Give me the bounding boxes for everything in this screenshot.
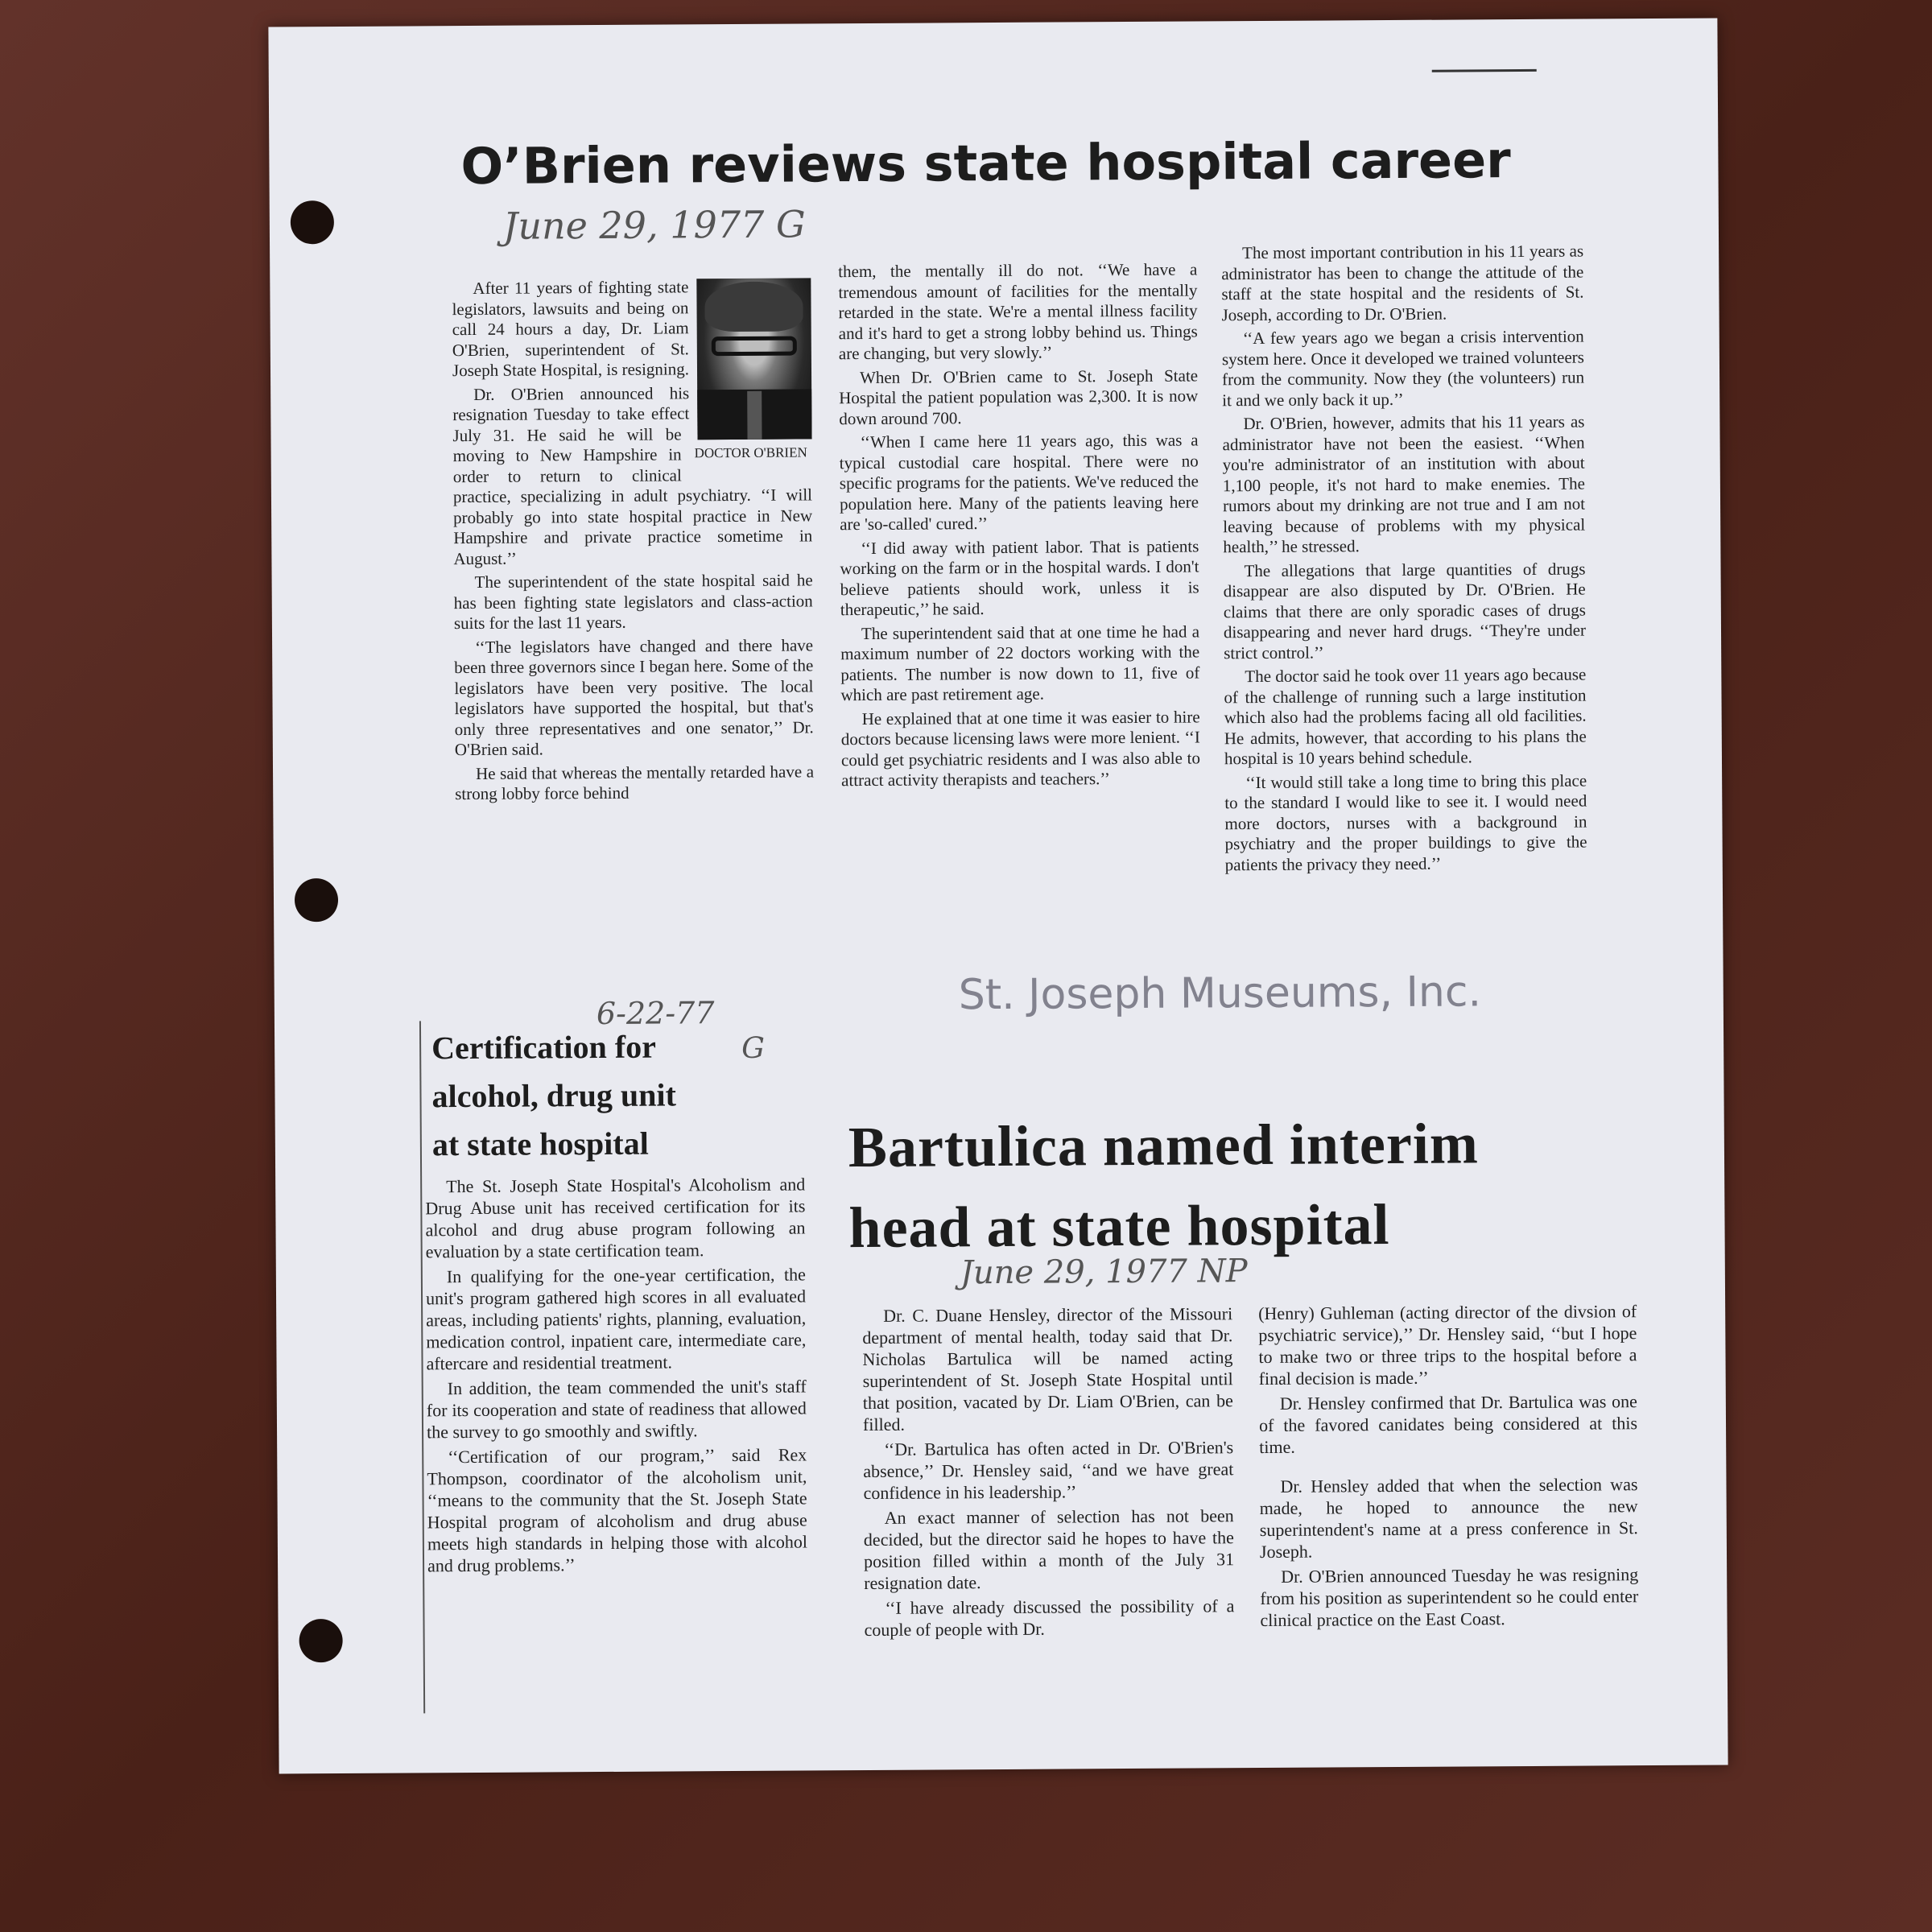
paragraph: ‘‘A few years ago we began a crisis intervention system here. Once it developed we trained volunteers from the community. Now they (the volunteers) run it and we only back it up.’’	[1221, 326, 1585, 410]
clipping-edge	[419, 1021, 425, 1713]
headline-line: alcohol, drug unit	[431, 1076, 677, 1115]
article1-column-1	[452, 276, 814, 807]
paragraph: Dr. C. Duane Hensley, director of the Missouri department of mental health, today said that Dr. Nicholas Bartulica will be named acting superintendent of St. Joseph State Hospital until that position, vacated by Dr. Liam O'Brien, can be filled.	[862, 1303, 1233, 1435]
paragraph: ‘‘Certification of our program,’’ said Rex Thompson, coordinator of the alcoholism unit, ‘‘means to the community that the St. Joseph State Hospital program of alcoholism and drug abuse meets high standards in helping those with alcohol and drug problems.’’	[427, 1444, 807, 1576]
paragraph: ‘‘The legislators have changed and there have been three governors since I began here. Some of the legislators have been very positive. The local legislators have supported the hospital, but that's only three representatives and one senator,’’ Dr. O'Brien said.	[454, 634, 814, 760]
paragraph: ‘‘It would still take a long time to bring this place to the standard I would like to see it. I would need more doctors, nurses with a background in psychiatry and the proper buildings to give the patients the privacy they need.’’	[1224, 770, 1587, 874]
article3-headline	[848, 1103, 1480, 1268]
article2-headline	[431, 1022, 677, 1169]
paragraph: Dr. O'Brien announced Tuesday he was resigning from his position as superintendent so he could enter clinical practice on the East Coast.	[1260, 1564, 1639, 1631]
article3-column-1	[862, 1302, 1235, 1644]
paragraph: In qualifying for the one-year certification, the unit's program gathered high scores in all evaluated areas, including patients' rights, planning, evaluation, medication control, inpatient care, intermediate care, aftercare and residential treatment.	[425, 1264, 807, 1374]
paragraph: The allegations that large quantities of drugs disappear are also disputed by Dr. O'Brien. He claims that there are only sporadic cases of drugs disappearing and never hard drugs. ‘‘They're under strict control.’’	[1223, 559, 1587, 663]
article3-handwritten-date: June 29, 1977 NP	[960, 1253, 1248, 1292]
binder-hole	[299, 1619, 342, 1662]
paragraph: He said that whereas the mentally retarded have a strong lobby force behind	[455, 761, 815, 804]
headline-line: head at state hospital	[848, 1192, 1390, 1261]
photo-caption: DOCTOR O'BRIEN	[694, 444, 807, 461]
article2-body	[425, 1173, 807, 1579]
binder-hole	[291, 200, 334, 244]
paragraph: The superintendent of the state hospital said he has been fighting state legislators and class-action suits for the last 11 years.	[453, 570, 813, 634]
watermark: St. Joseph Museums, Inc.	[958, 968, 1482, 1020]
doctor-photo	[696, 278, 811, 440]
clipping-page	[268, 19, 1728, 1774]
paragraph: After 11 years of fighting state legislators, lawsuits and being on call 24 hours a day, Dr. Liam O'Brien, superintendent of St. Joseph State Hospital, is resigning.	[452, 277, 690, 381]
paragraph: ‘‘When I came here 11 years ago, this was a typical custodial care hospital. There were no specific programs for the patients. We've reduced the population here. Many of the patients leaving here are 'so-called' cured.’’	[839, 430, 1199, 535]
paragraph: ‘‘I have already discussed the possibility of a couple of people with Dr.	[864, 1596, 1235, 1641]
paragraph: The most important contribution in his 11 years as administrator has been to change the attitude of the staff at the state hospital and the residents of St. Joseph, according to Dr. O'Brien.	[1221, 241, 1584, 324]
paragraph: Dr. Hensley added that when the selection was made, he hoped to announce the new superintendent's name at a press conference in St. Joseph.	[1259, 1474, 1638, 1563]
paragraph: The doctor said he took over 11 years ago because of the challenge of running such a large institution which also had the problems facing all old facilities. He admits, however, that according to his plans the hospital is 10 years behind schedule.	[1224, 664, 1587, 769]
headline-line: Bartulica named interim	[848, 1111, 1480, 1180]
article1-column-3	[1221, 242, 1587, 879]
divider-line	[1432, 69, 1537, 72]
paragraph: The St. Joseph State Hospital's Alcoholism and Drug Abuse unit has received certification for its alcohol and drug abuse program following an evaluation by a state certification team.	[425, 1174, 806, 1262]
article2-handwritten-mark: G	[741, 1031, 766, 1065]
headline-line: Certification for	[431, 1028, 657, 1067]
paragraph: them, the mentally ill do not. ‘‘We have a tremendous amount of facilities for the mentally retarded in the state. We're a mental illness facility and it's hard to get a strong lobby behind us. Things are changing, but very slowly.’’	[838, 259, 1198, 364]
paragraph: When Dr. O'Brien came to St. Joseph State Hospital the patient population was 2,300. It is now down around 700.	[839, 365, 1199, 428]
binder-hole	[295, 878, 338, 922]
article3-column-2	[1258, 1300, 1639, 1634]
paragraph: ‘‘I did away with patient labor. That is patients working on the farm or in the hospital wards. I don't believe patients should work, unless it is therapeutic,’’ he said.	[840, 535, 1199, 620]
paragraph: Dr. Hensley confirmed that Dr. Bartulica was one of the favored canidates being considered at this time.	[1258, 1391, 1638, 1458]
paragraph: He explained that at one time it was easier to hire doctors because licensing laws were more lenient. ‘‘I could get psychiatric residents and I was also able to attract activity therapists and teachers.’’	[840, 706, 1201, 791]
paragraph: Dr. O'Brien announced his resignation Tuesday to take effect July 31. He said he will be moving to New Hampshire in order to return to clinical practice, specializing in adult psychiatry. ‘‘I will probably go into state hospital practice in New Hampshire and private practice sometime in August.’’	[452, 382, 813, 568]
headline-line: at state hospital	[431, 1125, 649, 1163]
article1-column-2	[838, 259, 1200, 794]
article1-headline: O’Brien reviews state hospital career	[460, 130, 1511, 196]
paragraph: The superintendent said that at one time he had a maximum number of 22 doctors working with the patients. The number is now down to 11, five of which are past retirement age.	[840, 621, 1200, 705]
paragraph: ‘‘Dr. Bartulica has often acted in Dr. O'Brien's absence,’’ Dr. Hensley said, ‘‘and we have great confidence in his leadership.’’	[863, 1437, 1234, 1504]
paragraph: In addition, the team commended the unit's staff for its cooperation and state of readiness that allowed the survey to go smoothly and swiftly.	[426, 1376, 807, 1443]
paragraph: An exact manner of selection has not been decided, but the director said he hopes to have the position filled within a month of the July 31 resignation date.	[863, 1505, 1235, 1594]
article1-handwritten-date: June 29, 1977 G	[502, 202, 806, 248]
article2-handwritten-date: 6-22-77	[596, 995, 715, 1032]
paragraph: (Henry) Guhleman (acting director of the divsion of psychiatric service),’’ Dr. Hensley said, ‘‘but I hope to make two or three trips to the hospital before a final decision is made.’’	[1258, 1301, 1637, 1389]
paragraph: Dr. O'Brien, however, admits that his 11 years as administrator have not been the easiest. ‘‘When you're administrator of an institution with about 1,100 people, it's not hard to make enemies. The rumors about my drinking are not true and I am not leaving because of problems with my physical health,’’ he stressed.	[1222, 411, 1586, 557]
